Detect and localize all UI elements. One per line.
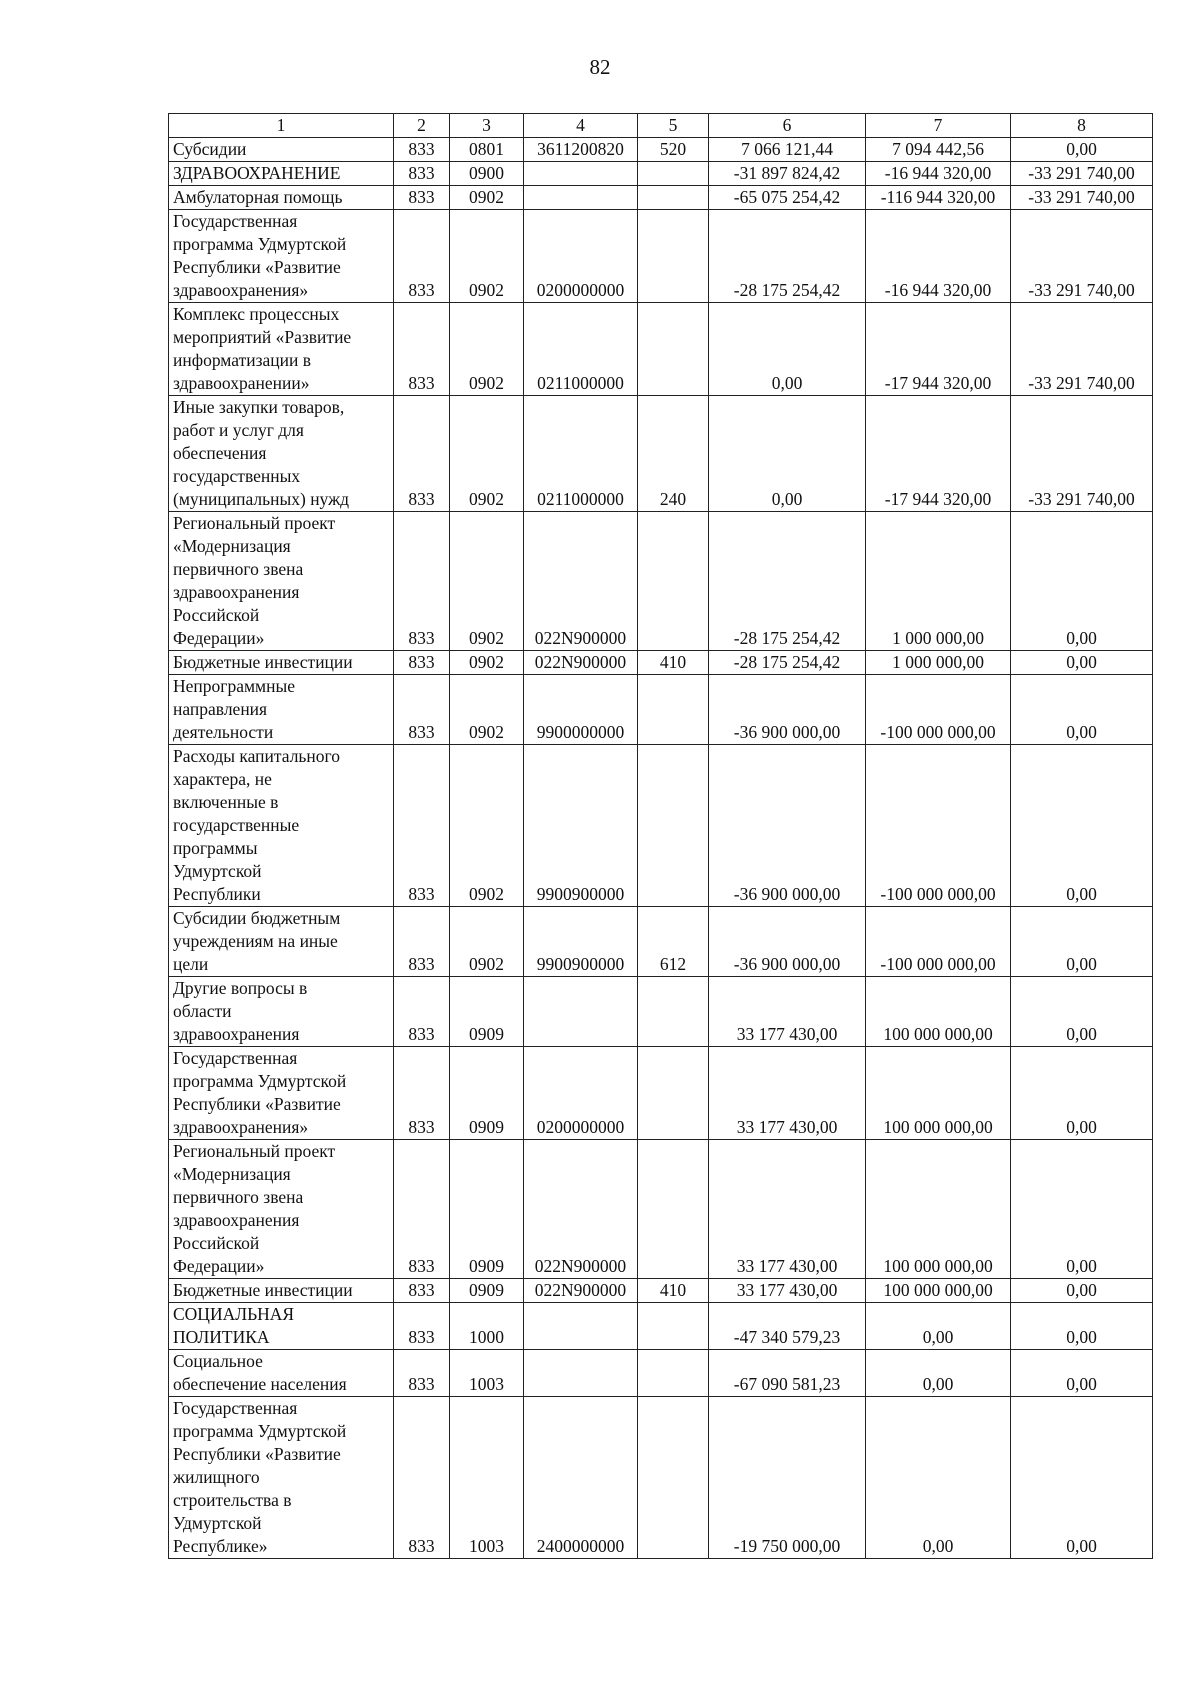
expense-type-cell: 240 <box>638 396 709 512</box>
expense-type-cell <box>638 1303 709 1350</box>
row-name-cell: Государственная программа Удмуртской Республики «Развитие здравоохранения» <box>169 1047 394 1140</box>
grbs-code-cell: 833 <box>394 303 450 396</box>
expense-type-cell <box>638 977 709 1047</box>
amount-col8-cell: -33 291 740,00 <box>1011 162 1153 186</box>
table-row <box>169 512 1153 651</box>
row-name-cell: Субсидии <box>169 138 394 162</box>
column-header: 5 <box>638 114 709 138</box>
expense-type-cell: 612 <box>638 907 709 977</box>
row-name-cell: Расходы капитального характера, не включенные в государственные программы Удмуртской Республики <box>169 745 394 907</box>
amount-col8-cell: -33 291 740,00 <box>1011 186 1153 210</box>
amount-col8-cell: 0,00 <box>1011 1047 1153 1140</box>
amount-col6-cell: 0,00 <box>709 396 866 512</box>
amount-col8-cell: -33 291 740,00 <box>1011 303 1153 396</box>
table-body <box>169 138 1153 1559</box>
expense-type-cell <box>638 186 709 210</box>
expense-type-cell <box>638 1397 709 1559</box>
section-code-cell: 0909 <box>450 1140 524 1279</box>
target-article-cell: 9900000000 <box>524 675 638 745</box>
section-code-cell: 1000 <box>450 1303 524 1350</box>
grbs-code-cell: 833 <box>394 512 450 651</box>
amount-col7-cell: 100 000 000,00 <box>866 1140 1011 1279</box>
amount-col8-cell: 0,00 <box>1011 138 1153 162</box>
row-name-cell: Региональный проект «Модернизация первичного звена здравоохранения Российской Федерации» <box>169 1140 394 1279</box>
amount-col7-cell: 1 000 000,00 <box>866 651 1011 675</box>
column-header: 3 <box>450 114 524 138</box>
section-code-cell: 0902 <box>450 396 524 512</box>
target-article-cell <box>524 162 638 186</box>
table-row <box>169 303 1153 396</box>
row-name-cell: Социальное обеспечение населения <box>169 1350 394 1397</box>
grbs-code-cell: 833 <box>394 162 450 186</box>
amount-col6-cell: -28 175 254,42 <box>709 210 866 303</box>
column-header: 8 <box>1011 114 1153 138</box>
target-article-cell <box>524 1303 638 1350</box>
amount-col6-cell: 33 177 430,00 <box>709 1279 866 1303</box>
section-code-cell: 0902 <box>450 186 524 210</box>
grbs-code-cell: 833 <box>394 1303 450 1350</box>
table-row <box>169 396 1153 512</box>
amount-col6-cell: -19 750 000,00 <box>709 1397 866 1559</box>
expense-type-cell <box>638 1350 709 1397</box>
grbs-code-cell: 833 <box>394 907 450 977</box>
amount-col8-cell: 0,00 <box>1011 651 1153 675</box>
target-article-cell <box>524 977 638 1047</box>
amount-col6-cell: 33 177 430,00 <box>709 977 866 1047</box>
expense-type-cell <box>638 675 709 745</box>
table-row <box>169 1047 1153 1140</box>
grbs-code-cell: 833 <box>394 210 450 303</box>
amount-col8-cell: 0,00 <box>1011 1140 1153 1279</box>
row-name-cell: Бюджетные инвестиции <box>169 1279 394 1303</box>
column-header: 2 <box>394 114 450 138</box>
amount-col7-cell: -116 944 320,00 <box>866 186 1011 210</box>
amount-col6-cell: -28 175 254,42 <box>709 512 866 651</box>
section-code-cell: 1003 <box>450 1397 524 1559</box>
table-row <box>169 1350 1153 1397</box>
grbs-code-cell: 833 <box>394 186 450 210</box>
table-row <box>169 651 1153 675</box>
amount-col8-cell: 0,00 <box>1011 512 1153 651</box>
amount-col6-cell: -47 340 579,23 <box>709 1303 866 1350</box>
table-row <box>169 210 1153 303</box>
amount-col7-cell: -100 000 000,00 <box>866 745 1011 907</box>
expense-type-cell <box>638 745 709 907</box>
header-row <box>169 114 1153 138</box>
column-header: 7 <box>866 114 1011 138</box>
expense-type-cell <box>638 1047 709 1140</box>
amount-col6-cell: -36 900 000,00 <box>709 675 866 745</box>
amount-col6-cell: -36 900 000,00 <box>709 907 866 977</box>
section-code-cell: 0909 <box>450 977 524 1047</box>
expense-type-cell: 410 <box>638 651 709 675</box>
expense-type-cell <box>638 1140 709 1279</box>
target-article-cell: 2400000000 <box>524 1397 638 1559</box>
row-name-cell: Региональный проект «Модернизация первичного звена здравоохранения Российской Федерации» <box>169 512 394 651</box>
amount-col7-cell: 1 000 000,00 <box>866 512 1011 651</box>
grbs-code-cell: 833 <box>394 1140 450 1279</box>
expense-type-cell <box>638 512 709 651</box>
amount-col7-cell: 100 000 000,00 <box>866 1047 1011 1140</box>
section-code-cell: 0902 <box>450 512 524 651</box>
target-article-cell: 022N900000 <box>524 651 638 675</box>
section-code-cell: 0902 <box>450 651 524 675</box>
expense-type-cell <box>638 210 709 303</box>
table-row <box>169 977 1153 1047</box>
expense-type-cell: 410 <box>638 1279 709 1303</box>
target-article-cell: 0211000000 <box>524 303 638 396</box>
amount-col6-cell: -31 897 824,42 <box>709 162 866 186</box>
amount-col8-cell: 0,00 <box>1011 1279 1153 1303</box>
table-row <box>169 745 1153 907</box>
section-code-cell: 0909 <box>450 1047 524 1140</box>
row-name-cell: Государственная программа Удмуртской Республики «Развитие здравоохранения» <box>169 210 394 303</box>
amount-col7-cell: -100 000 000,00 <box>866 907 1011 977</box>
row-name-cell: Непрограммные направления деятельности <box>169 675 394 745</box>
grbs-code-cell: 833 <box>394 651 450 675</box>
row-name-cell: ЗДРАВООХРАНЕНИЕ <box>169 162 394 186</box>
target-article-cell: 9900900000 <box>524 907 638 977</box>
budget-table <box>168 113 1153 1559</box>
target-article-cell <box>524 186 638 210</box>
table-row <box>169 907 1153 977</box>
amount-col7-cell: -16 944 320,00 <box>866 162 1011 186</box>
amount-col6-cell: -65 075 254,42 <box>709 186 866 210</box>
column-header: 1 <box>169 114 394 138</box>
grbs-code-cell: 833 <box>394 745 450 907</box>
amount-col8-cell: 0,00 <box>1011 1397 1153 1559</box>
column-header: 4 <box>524 114 638 138</box>
amount-col7-cell: -16 944 320,00 <box>866 210 1011 303</box>
amount-col6-cell: -36 900 000,00 <box>709 745 866 907</box>
page-number: 82 <box>589 55 611 79</box>
section-code-cell: 0902 <box>450 907 524 977</box>
amount-col6-cell: 7 066 121,44 <box>709 138 866 162</box>
section-code-cell: 0902 <box>450 745 524 907</box>
table-row <box>169 1397 1153 1559</box>
row-name-cell: Амбулаторная помощь <box>169 186 394 210</box>
amount-col8-cell: -33 291 740,00 <box>1011 396 1153 512</box>
row-name-cell: СОЦИАЛЬНАЯ ПОЛИТИКА <box>169 1303 394 1350</box>
amount-col8-cell: 0,00 <box>1011 745 1153 907</box>
amount-col8-cell: 0,00 <box>1011 675 1153 745</box>
grbs-code-cell: 833 <box>394 1047 450 1140</box>
table-row <box>169 1140 1153 1279</box>
grbs-code-cell: 833 <box>394 675 450 745</box>
target-article-cell: 022N900000 <box>524 1140 638 1279</box>
target-article-cell <box>524 1350 638 1397</box>
amount-col7-cell: 0,00 <box>866 1397 1011 1559</box>
grbs-code-cell: 833 <box>394 396 450 512</box>
expense-type-cell <box>638 303 709 396</box>
target-article-cell: 022N900000 <box>524 512 638 651</box>
section-code-cell: 0902 <box>450 675 524 745</box>
amount-col7-cell: -100 000 000,00 <box>866 675 1011 745</box>
amount-col7-cell: -17 944 320,00 <box>866 396 1011 512</box>
expense-type-cell <box>638 162 709 186</box>
row-name-cell: Государственная программа Удмуртской Республики «Развитие жилищного строительства в Удмуртской Республике» <box>169 1397 394 1559</box>
column-header: 6 <box>709 114 866 138</box>
amount-col8-cell: 0,00 <box>1011 1350 1153 1397</box>
section-code-cell: 1003 <box>450 1350 524 1397</box>
amount-col8-cell: 0,00 <box>1011 907 1153 977</box>
grbs-code-cell: 833 <box>394 977 450 1047</box>
table-row <box>169 186 1153 210</box>
section-code-cell: 0909 <box>450 1279 524 1303</box>
section-code-cell: 0902 <box>450 210 524 303</box>
section-code-cell: 0902 <box>450 303 524 396</box>
amount-col6-cell: 0,00 <box>709 303 866 396</box>
table-row <box>169 675 1153 745</box>
amount-col8-cell: 0,00 <box>1011 977 1153 1047</box>
row-name-cell: Иные закупки товаров, работ и услуг для обеспечения государственных (муниципальных) нужд <box>169 396 394 512</box>
amount-col7-cell: 0,00 <box>866 1350 1011 1397</box>
grbs-code-cell: 833 <box>394 138 450 162</box>
target-article-cell: 3611200820 <box>524 138 638 162</box>
target-article-cell: 0200000000 <box>524 1047 638 1140</box>
target-article-cell: 9900900000 <box>524 745 638 907</box>
target-article-cell: 0211000000 <box>524 396 638 512</box>
table-row <box>169 162 1153 186</box>
amount-col8-cell: 0,00 <box>1011 1303 1153 1350</box>
section-code-cell: 0900 <box>450 162 524 186</box>
row-name-cell: Комплекс процессных мероприятий «Развитие информатизации в здравоохранении» <box>169 303 394 396</box>
section-code-cell: 0801 <box>450 138 524 162</box>
amount-col6-cell: 33 177 430,00 <box>709 1047 866 1140</box>
row-name-cell: Субсидии бюджетным учреждениям на иные цели <box>169 907 394 977</box>
amount-col6-cell: 33 177 430,00 <box>709 1140 866 1279</box>
expense-type-cell: 520 <box>638 138 709 162</box>
row-name-cell: Другие вопросы в области здравоохранения <box>169 977 394 1047</box>
grbs-code-cell: 833 <box>394 1350 450 1397</box>
target-article-cell: 0200000000 <box>524 210 638 303</box>
grbs-code-cell: 833 <box>394 1279 450 1303</box>
target-article-cell: 022N900000 <box>524 1279 638 1303</box>
row-name-cell: Бюджетные инвестиции <box>169 651 394 675</box>
amount-col7-cell: -17 944 320,00 <box>866 303 1011 396</box>
amount-col7-cell: 100 000 000,00 <box>866 1279 1011 1303</box>
amount-col6-cell: -28 175 254,42 <box>709 651 866 675</box>
table-row <box>169 1279 1153 1303</box>
amount-col6-cell: -67 090 581,23 <box>709 1350 866 1397</box>
amount-col7-cell: 100 000 000,00 <box>866 977 1011 1047</box>
amount-col7-cell: 0,00 <box>866 1303 1011 1350</box>
table-row <box>169 1303 1153 1350</box>
table-row <box>169 138 1153 162</box>
amount-col8-cell: -33 291 740,00 <box>1011 210 1153 303</box>
amount-col7-cell: 7 094 442,56 <box>866 138 1011 162</box>
grbs-code-cell: 833 <box>394 1397 450 1559</box>
